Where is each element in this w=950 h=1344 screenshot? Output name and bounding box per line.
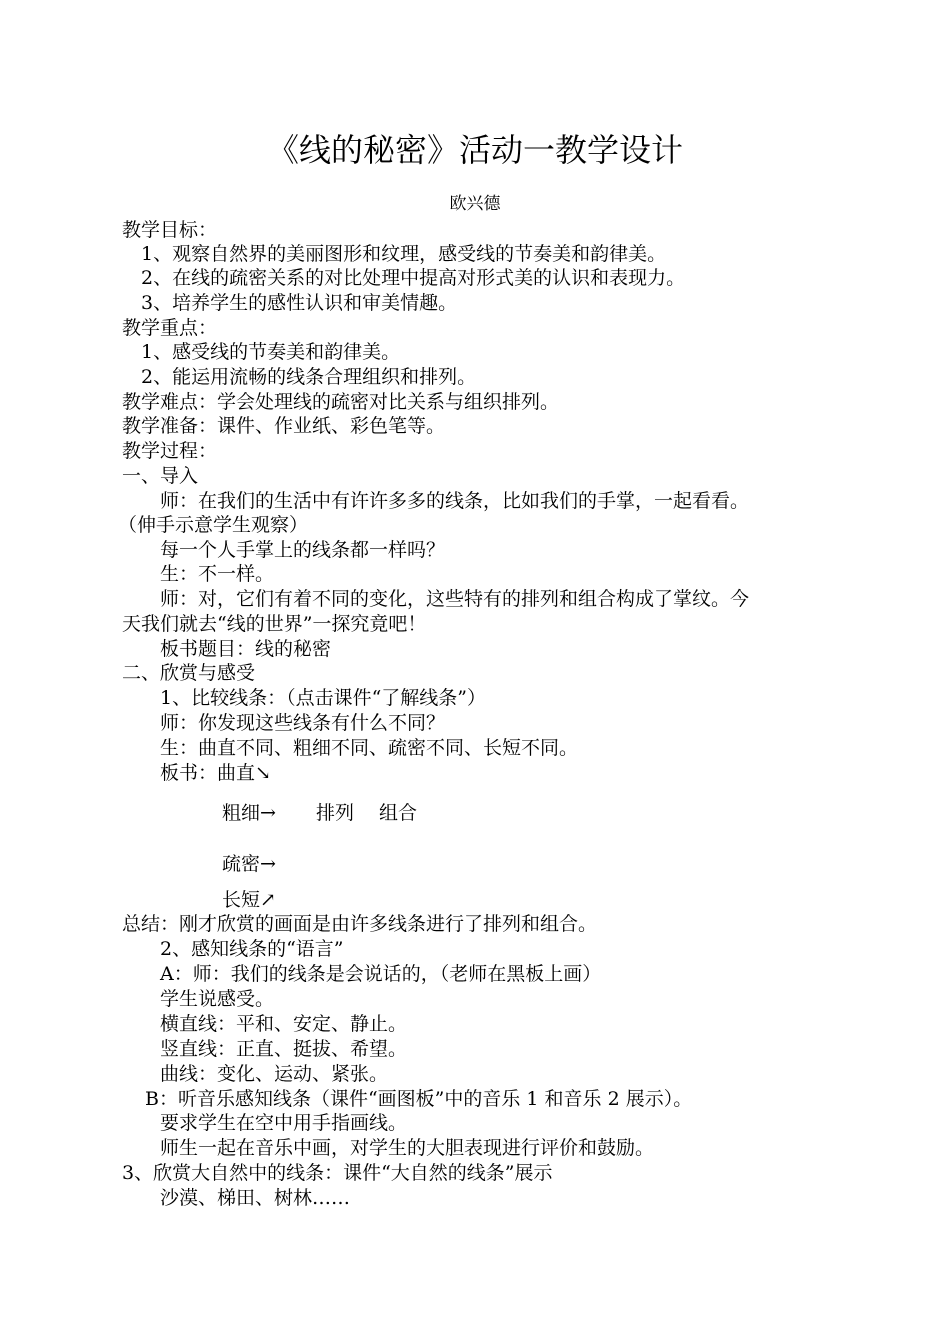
key-point-2: 2、能运用流畅的线条合理组织和排列。	[141, 366, 477, 388]
paragraph-line: 学生说感受。	[160, 988, 275, 1010]
preparation-line: 教学准备：课件、作业纸、彩色笔等。	[122, 415, 446, 437]
paragraph-line: 师生一起在音乐中画，对学生的大胆表现进行评价和鼓励。	[160, 1137, 655, 1159]
board-item-arrange: 排列	[316, 802, 355, 824]
document-title: 《线的秘密》活动一教学设计	[266, 131, 683, 169]
paragraph-line: 沙漠、梯田、树林……	[160, 1187, 351, 1209]
paragraph-line: 生：不一样。	[160, 563, 275, 585]
paragraph-line: 天我们就去“线的世界”一探究竟吧！	[122, 613, 427, 635]
paragraph-line: B：听音乐感知线条（课件“画图板”中的音乐 1 和音乐 2 展示）。	[145, 1088, 693, 1110]
difficulty-line: 教学难点：学会处理线的疏密对比关系与组织排列。	[122, 391, 560, 413]
section-heading-key-points: 教学重点：	[122, 317, 218, 339]
objective-2: 2、在线的疏密关系的对比处理中提高对形式美的认识和表现力。	[141, 267, 686, 289]
paragraph-line: 竖直线：正直、挺拔、希望。	[160, 1038, 408, 1060]
board-item-density: 疏密→	[222, 853, 276, 875]
paragraph-line: （伸手示意学生观察）	[118, 514, 309, 536]
objective-3: 3、培养学生的感性认识和审美情趣。	[141, 292, 458, 314]
key-point-1: 1、感受线的节奏美和韵律美。	[141, 341, 401, 363]
paragraph-line: 3、欣赏大自然中的线条：课件“大自然的线条”展示	[122, 1162, 553, 1184]
paragraph-line: 每一个人手掌上的线条都一样吗？	[160, 539, 446, 561]
section-heading-process: 教学过程：	[122, 440, 218, 462]
paragraph-line: 要求学生在空中用手指画线。	[160, 1112, 408, 1134]
paragraph-line: 板书题目：线的秘密	[160, 638, 332, 660]
objective-1: 1、观察自然界的美丽图形和纹理，感受线的节奏美和韵律美。	[141, 243, 667, 265]
paragraph-line: 1、比较线条：（点击课件“了解线条”）	[160, 687, 487, 709]
paragraph-line: 2、感知线条的“语言”	[160, 938, 344, 960]
paragraph-line: 师：在我们的生活中有许许多多的线条，比如我们的手掌，一起看看。	[160, 490, 750, 512]
document-author: 欧兴德	[449, 194, 501, 214]
summary-line: 总结：刚才欣赏的画面是由许多线条进行了排列和组合。	[122, 913, 598, 935]
section-heading-objectives: 教学目标：	[122, 219, 218, 241]
paragraph-line: 师：对，它们有着不同的变化，这些特有的排列和组合构成了掌纹。今	[160, 588, 750, 610]
paragraph-line: 横直线：平和、安定、静止。	[160, 1013, 408, 1035]
paragraph-line: 曲线：变化、运动、紧张。	[160, 1063, 389, 1085]
paragraph-line: 生：曲直不同、粗细不同、疏密不同、长短不同。	[160, 737, 579, 759]
paragraph-line: A：师：我们的线条是会说话的，（老师在黑板上画）	[160, 963, 602, 985]
part-heading-appreciation: 二、欣赏与感受	[122, 662, 256, 684]
board-item-thickness: 粗细→	[222, 802, 276, 824]
board-line: 板书：曲直↘	[160, 762, 271, 784]
part-heading-intro: 一、导入	[122, 465, 199, 487]
board-item-length: 长短↗	[222, 889, 276, 911]
board-item-combine: 组合	[379, 802, 418, 824]
paragraph-line: 师：你发现这些线条有什么不同？	[160, 712, 446, 734]
